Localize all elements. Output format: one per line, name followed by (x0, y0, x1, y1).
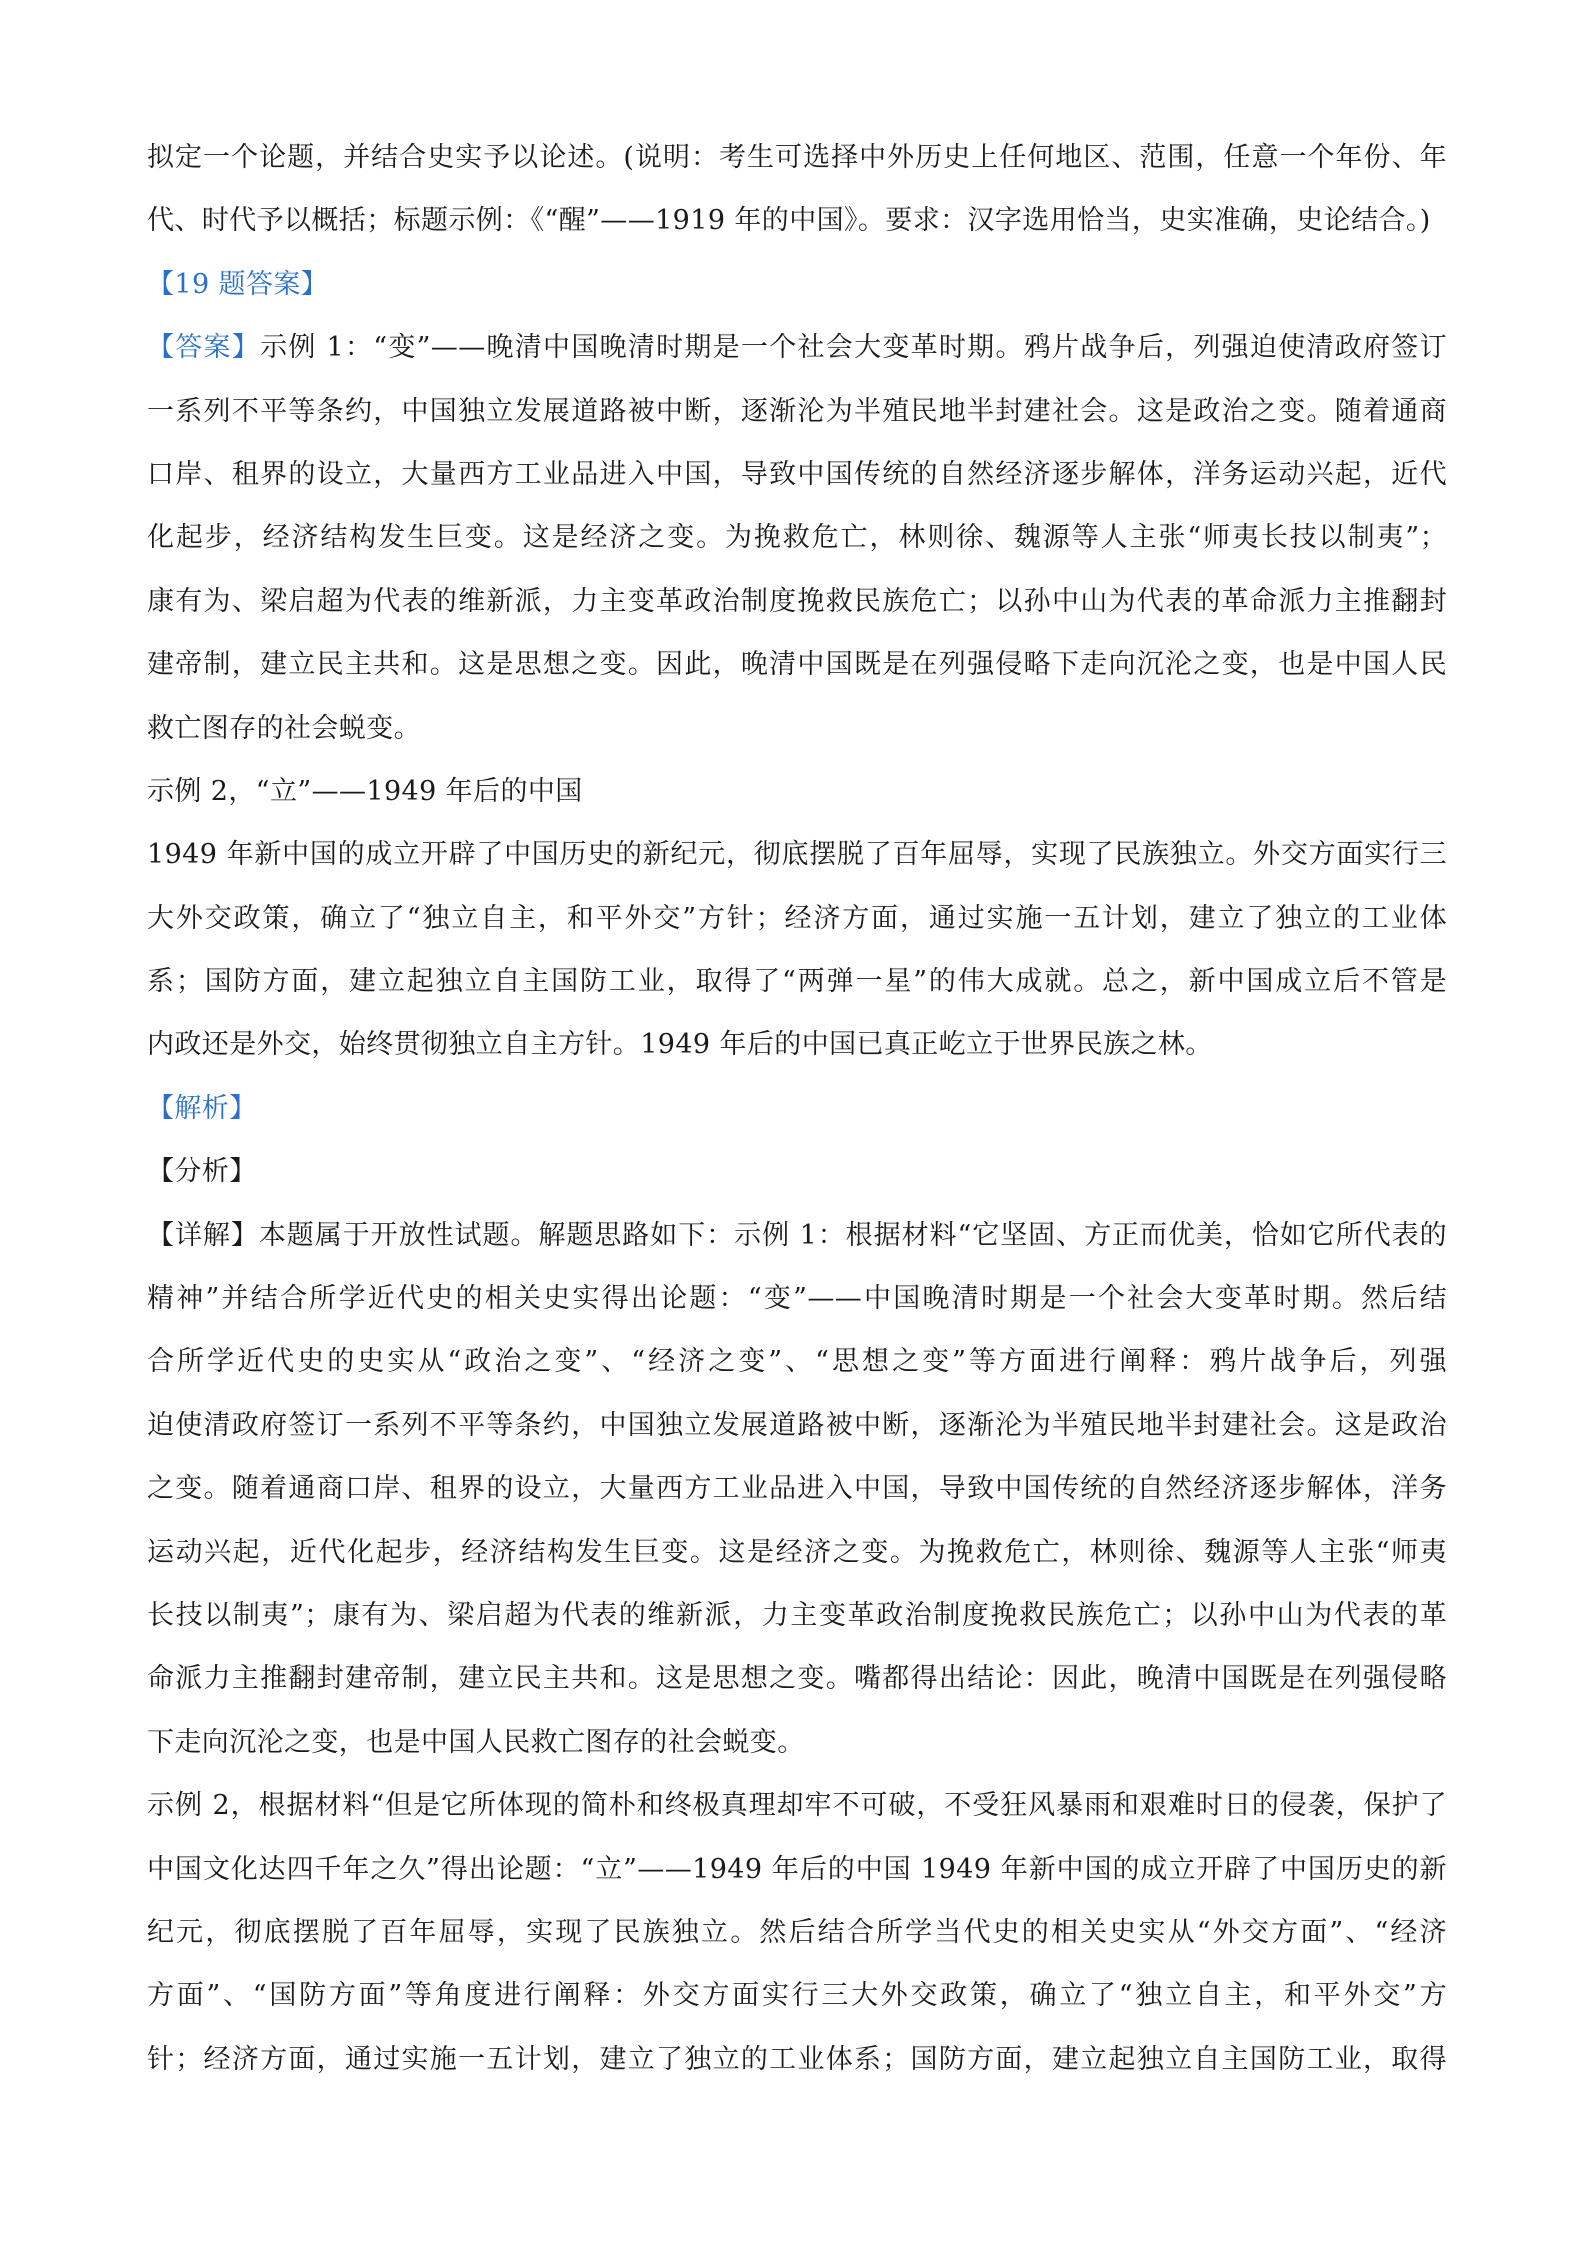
detail-line-7: 长技以制夷”；康有为、梁启超为代表的维新派，力主变革政治制度挽救民族危亡；以孙中山为代表的革 (147, 1599, 1447, 1631)
document-page (147, 126, 1447, 2091)
answer-line-1 (147, 316, 1447, 379)
detail-line-9: 下走向沉沦之变，也是中国人民救亡图存的社会蜕变。 (147, 1726, 805, 1758)
detail-line-5: 之变。随着通商口岸、租界的设立，大量西方工业品进入中国，导致中国传统的自然经济逐步解体，洋务 (147, 1473, 1447, 1505)
answer-label: 【答案】 (147, 332, 261, 364)
question-line-2: 代、时代予以概括；标题示例：《“醒”——1919 年的中国》。要求：汉字选用恰当，史实准确，史论结合。) (147, 205, 1431, 237)
detail-line-8: 命派力主推翻封建帝制，建立民主共和。这是思想之变。嘴都得出结论：因此，晚清中国既是在列强侵略 (147, 1663, 1447, 1695)
answer-text-1: 示例 1：“变”——晚清中国晚清时期是一个社会大变革时期。鸦片战争后，列强迫使清政府签订 (260, 332, 1447, 364)
example2-line-4: 内政还是外交，始终贯彻独立自主方针。1949 年后的中国已真正屹立于世界民族之林。 (147, 1029, 1213, 1061)
answer-line-2: 一系列不平等条约，中国独立发展道路被中断，逐渐沦为半殖民地半封建社会。这是政治之变。随着通商 (147, 395, 1447, 427)
detail-line-3: 合所学近代史的史实从“政治之变”、“经济之变”、“思想之变”等方面进行阐释：鸦片战争后，列强 (147, 1346, 1447, 1378)
answer-line-3: 口岸、租界的设立，大量西方工业品进入中国，导致中国传统的自然经济逐步解体，洋务运动兴起，近代 (147, 458, 1447, 490)
example2-title: 示例 2，“立”——1949 年后的中国 (147, 775, 583, 807)
detail-line-1 (147, 1204, 1447, 1267)
analysis-label: 【解析】 (147, 1092, 257, 1124)
answer-line-4: 化起步，经济结构发生巨变。这是经济之变。为挽救危亡，林则徐、魏源等人主张“师夷长技以制夷”； (147, 522, 1447, 554)
answer-line-6: 建帝制，建立民主共和。这是思想之变。因此，晚清中国既是在列强侵略下走向沉沦之变，也是中国人民 (147, 649, 1447, 681)
detail2-line-1: 示例 2，根据材料“但是它所体现的简朴和终极真理却牢不可破，不受狂风暴雨和艰难时日的侵袭，保护了 (147, 1790, 1447, 1822)
answer-heading: 【19 题答案】 (147, 268, 329, 300)
detail2-line-2: 中国文化达四千年之久”得出论题：“立”——1949 年后的中国 1949 年新中国的成立开辟了中国历史的新 (147, 1853, 1447, 1885)
example2-line-2: 大外交政策，确立了“独立自主，和平外交”方针；经济方面，通过实施一五计划，建立了独立的工业体 (147, 902, 1447, 934)
answer-line-7: 救亡图存的社会蜕变。 (147, 712, 421, 744)
detail2-line-3: 纪元，彻底摆脱了百年屈辱，实现了民族独立。然后结合所学当代史的相关史实从“外交方面”、“经济 (147, 1916, 1447, 1948)
example2-line-1: 1949 年新中国的成立开辟了中国历史的新纪元，彻底摆脱了百年屈辱，实现了民族独立。外交方面实行三 (147, 839, 1447, 871)
detail-label: 【详解】 (147, 1219, 259, 1251)
detail2-line-4: 方面”、“国防方面”等角度进行阐释：外交方面实行三大外交政策，确立了“独立自主，和平外交”方 (147, 1980, 1447, 2012)
detail-text-1: 本题属于开放性试题。解题思路如下：示例 1：根据材料“它坚固、方正而优美，恰如它所代表的 (258, 1219, 1447, 1251)
detail-line-6: 运动兴起，近代化起步，经济结构发生巨变。这是经济之变。为挽救危亡，林则徐、魏源等人主张“师夷 (147, 1536, 1447, 1568)
question-line-1: 拟定一个论题，并结合史实予以论述。(说明：考生可选择中外历史上任何地区、范围，任意一个年份、年 (147, 142, 1447, 173)
detail2-line-5: 针；经济方面，通过实施一五计划，建立了独立的工业体系；国防方面，建立起独立自主国防工业，取得 (147, 2043, 1447, 2075)
example2-line-3: 系；国防方面，建立起独立自主国防工业，取得了“两弹一星”的伟大成就。总之，新中国成立后不管是 (147, 966, 1447, 998)
fenxi-label: 【分析】 (147, 1156, 257, 1188)
detail-line-4: 迫使清政府签订一系列不平等条约，中国独立发展道路被中断，逐渐沦为半殖民地半封建社会。这是政治 (147, 1409, 1447, 1441)
detail-line-2: 精神”并结合所学近代史的相关史实得出论题：“变”——中国晚清时期是一个社会大变革时期。然后结 (147, 1283, 1447, 1315)
answer-line-5: 康有为、梁启超为代表的维新派，力主变革政治制度挽救民族危亡；以孙中山为代表的革命派力主推翻封 (147, 585, 1447, 617)
